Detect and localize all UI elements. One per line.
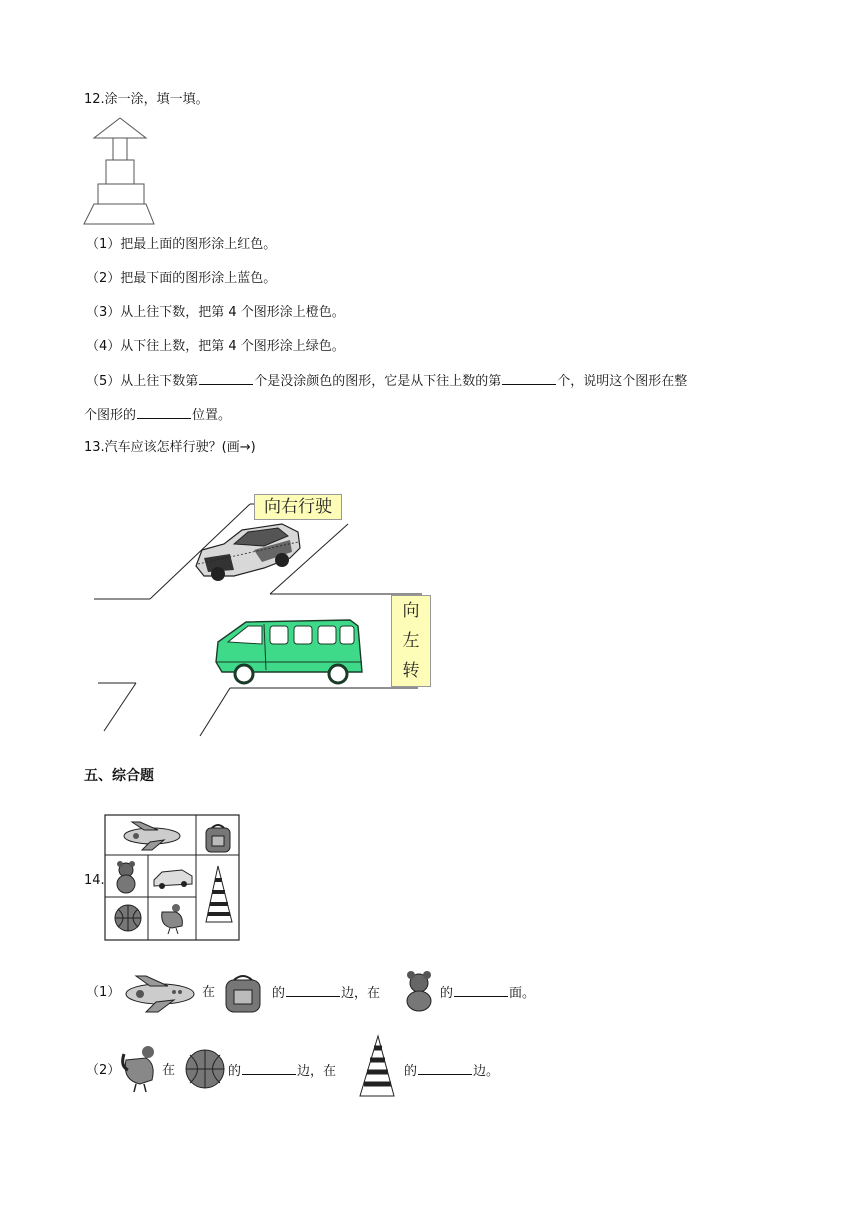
sign-char: 向: [402, 601, 420, 621]
q13-title: 13.汽车应该怎样行驶？(画→): [84, 440, 256, 455]
answer-blank[interactable]: [454, 984, 508, 997]
airplane-icon: [122, 974, 198, 1014]
answer-blank[interactable]: [418, 1062, 472, 1075]
q14-p1-end: 的 面。: [440, 986, 536, 1001]
green-van: [216, 620, 362, 683]
basketball-icon: [115, 905, 141, 931]
tower-rectangle: [106, 160, 134, 184]
answer-blank[interactable]: [286, 984, 340, 997]
basketball-icon: [184, 1048, 226, 1090]
q12-title: 12.涂一涂，填一填。: [84, 92, 209, 107]
sign-turn-left: [391, 595, 431, 687]
q12-item4: （4）从下往上数，把第 4 个图形涂上绿色。: [86, 339, 345, 354]
q14-p1-line: 的 边，在: [272, 986, 381, 1001]
q12-item1: （1）把最上面的图形涂上红色。: [86, 237, 277, 252]
sign-char: 转: [402, 661, 420, 681]
tower-top-triangle: [94, 118, 146, 138]
sedan-car: [196, 524, 300, 581]
sign-turn-right: 向右行驶: [254, 494, 342, 520]
road-edge: [104, 683, 136, 731]
answer-blank[interactable]: [137, 406, 191, 419]
tower-figure: [80, 116, 160, 228]
q14-number: 14.: [84, 873, 105, 888]
answer-blank[interactable]: [199, 372, 253, 385]
q14-p1-a: 在: [202, 985, 216, 1000]
toy-grid: [104, 814, 242, 942]
q14-p2-end: 的 边。: [404, 1064, 500, 1079]
answer-blank[interactable]: [502, 372, 556, 385]
sailboat-icon: [354, 1036, 400, 1100]
teddy-bear-icon: [402, 972, 436, 1012]
answer-blank[interactable]: [242, 1062, 296, 1075]
teddy-bear-icon: [117, 861, 135, 893]
backpack-icon: [206, 825, 230, 852]
backpack-icon: [222, 972, 264, 1014]
section-heading: 五、综合题: [84, 768, 154, 784]
q14-p2-a: 在: [162, 1063, 176, 1078]
rooster-icon: [120, 1044, 160, 1094]
q12-item5-line2: 个图形的 位置。: [84, 408, 232, 423]
sign-char: 左: [402, 631, 420, 651]
q12-item2: （2）把最下面的图形涂上蓝色。: [86, 271, 277, 286]
tower-wide-rectangle: [98, 184, 144, 204]
q14-p2-line: 的 边，在: [228, 1064, 337, 1079]
q14-p1-prefix: （1）: [86, 985, 121, 1000]
tower-small-square: [113, 138, 127, 160]
q14-p2-prefix: （2）: [86, 1063, 121, 1078]
road-edge: [200, 688, 230, 736]
q12-item5-line1: （5）从上往下数第 个是没涂颜色的图形，它是从下往上数的第 个，说明这个图形在整: [86, 374, 688, 389]
tower-base-trapezoid: [84, 204, 154, 224]
q12-item3: （3）从上往下数，把第 4 个图形涂上橙色。: [86, 305, 345, 320]
